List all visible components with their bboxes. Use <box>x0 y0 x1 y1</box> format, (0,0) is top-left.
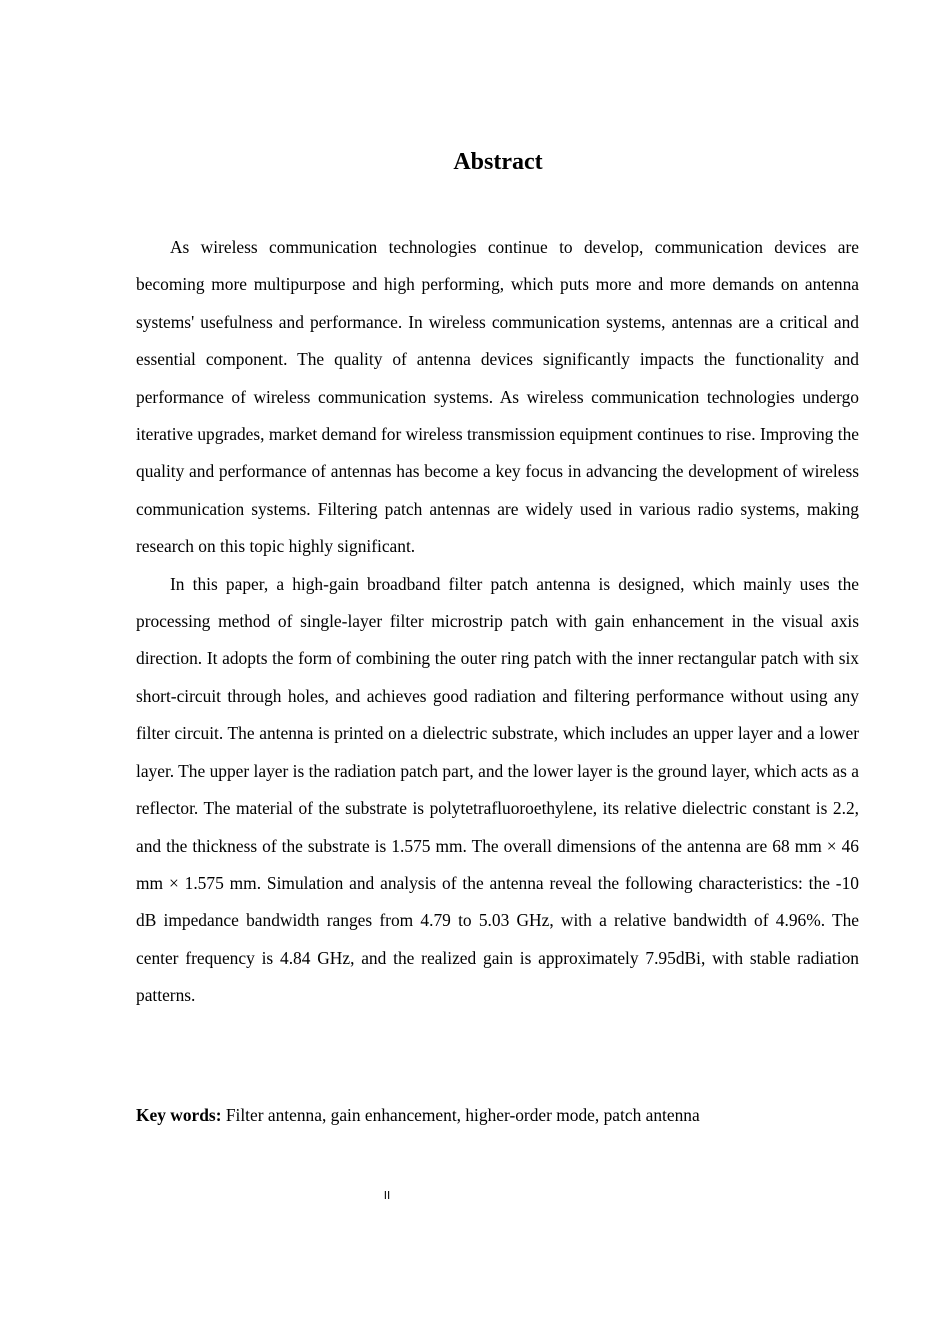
abstract-paragraph-1: As wireless communication technologies continue to develop, communication devices are becoming more multipurpose and high performing, which puts more and more demands on antenna systems' usefulness and performance. In wireless communication systems, antennas are a critical and essential component. The quality of antenna devices significantly impacts the functionality and performance of wireless communication systems. As wireless communication technologies undergo iterative upgrades, market demand for wireless transmission equipment continues to rise. Improving the quality and performance of antennas has become a key focus in advancing the development of wireless communication systems. Filtering patch antennas are widely used in various radio systems, making research on this topic highly significant. <box>136 237 859 557</box>
abstract-paragraph-2: In this paper, a high-gain broadband filter patch antenna is designed, which mainly uses the processing method of single-layer filter microstrip patch with gain enhancement in the visual axis direction. It adopts the form of combining the outer ring patch with the inner rectangular patch with six short-circuit through holes, and achieves good radiation and filtering performance without using any filter circuit. The antenna is printed on a dielectric substrate, which includes an upper layer and a lower layer. The upper layer is the radiation patch part, and the lower layer is the ground layer, which acts as a reflector. The material of the substrate is polytetrafluoroethylene, its relative dielectric constant is 2.2, and the thickness of the substrate is 1.575 mm. The overall dimensions of the antenna are 68 mm × 46 mm × 1.575 mm. Simulation and analysis of the antenna reveal the following characteristics: the -10 dB impedance bandwidth ranges from 4.79 to 5.03 GHz, with a relative bandwidth of 4.96%. The center frequency is 4.84 GHz, and the realized gain is approximately 7.95dBi, with stable radiation patterns. <box>136 573 859 1006</box>
page-title: Abstract <box>453 149 543 175</box>
keywords-label: Key words: <box>136 1105 222 1125</box>
keywords-text: Filter antenna, gain enhancement, higher-order mode, patch antenna <box>221 1105 700 1125</box>
keywords-line <box>136 1097 859 1134</box>
abstract-body <box>136 229 859 1015</box>
page-number: II <box>383 1189 391 1202</box>
